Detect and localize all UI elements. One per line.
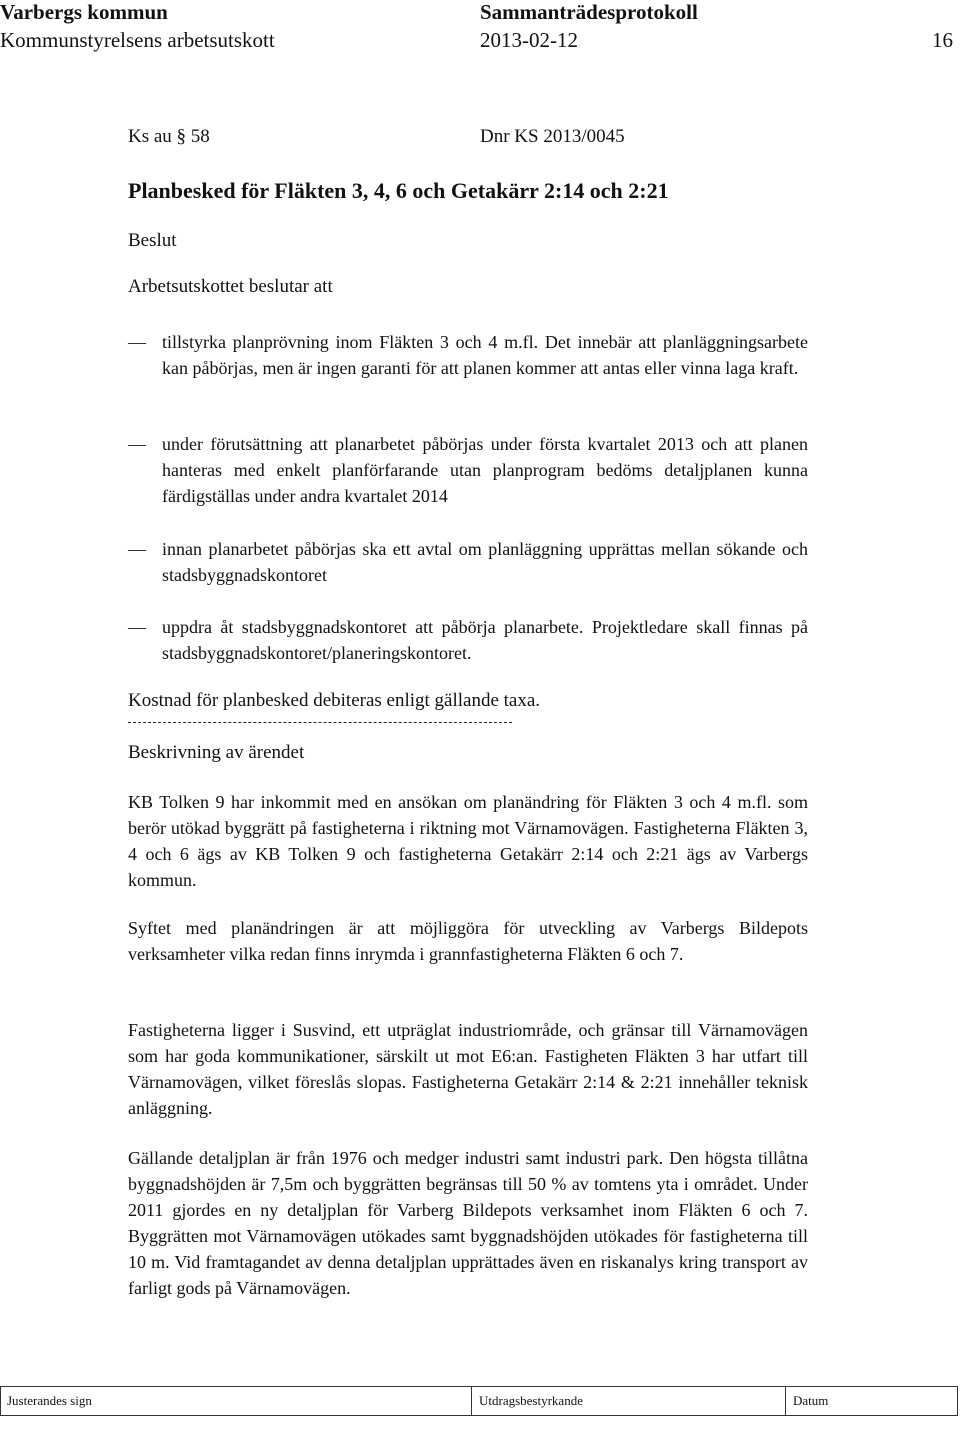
description-heading: Beskrivning av ärendet	[128, 742, 305, 763]
dash-bullet: —	[128, 539, 146, 559]
signature-footer	[0, 1386, 958, 1416]
footer-divider	[785, 1387, 786, 1415]
description-paragraph: Gällande detaljplan är från 1976 och medger industri samt industri park. Den högsta tillåtna byggnadshöjden är 7,5m och byggrätten begränsas till 50 % av tomtens yta i området. Under 2011 gjordes en ny detaljplan för Varberg Bildepots verksamhet inom Fläkten 6 och 7. Byggrätten mot Värnamovägen utökades samt byggnadshöjden utökades för fastigheterna till 10 m. Vid framtagandet av denna detaljplan upprättades även en riskanalys kring transport av farligt gods på Värnamovägen.	[128, 1148, 808, 1298]
decision-intro: Arbetsutskottet beslutar att	[128, 276, 333, 297]
paragraph-reference: Ks au § 58	[128, 126, 210, 147]
footer-certify-field: Utdragsbestyrkande	[479, 1393, 583, 1408]
dashed-separator	[128, 722, 512, 723]
case-title: Planbesked för Fläkten 3, 4, 6 och Getakärr 2:14 och 2:21	[128, 178, 669, 203]
decision-item	[128, 431, 808, 509]
decision-item	[128, 614, 808, 666]
description-paragraph: Fastigheterna ligger i Susvind, ett utpräglat industriområde, och gränsar till Värnamovägen som har goda kommunikationer, särskilt ut mot E6:an. Fastigheten Fläkten 3 har utfart till Värnamovägen, vilket föreslås slopas. Fastigheterna Getakärr 2:14 & 2:21 innehåller teknisk anläggning.	[128, 1020, 808, 1118]
dash-bullet: —	[128, 434, 146, 454]
cost-note: Kostnad för planbesked debiteras enligt gällande taxa.	[128, 690, 541, 711]
footer-sign-field: Justerandes sign	[7, 1393, 92, 1408]
organization-name: Varbergs kommun	[0, 0, 168, 24]
meeting-date: 2013-02-12	[480, 28, 578, 52]
dash-bullet: —	[128, 617, 146, 637]
page-number: 16	[932, 28, 953, 52]
decision-item-text: tillstyrka planprövning inom Fläkten 3 och 4 m.fl. Det innebär att planläggningsarbete kan påbörjas, men är ingen garanti för att planen kommer att antas eller vinna laga kraft.	[162, 332, 808, 378]
document-type: Sammanträdesprotokoll	[480, 0, 698, 24]
committee-name: Kommunstyrelsens arbetsutskott	[0, 28, 275, 52]
decision-item-text: innan planarbetet påbörjas ska ett avtal om planläggning upprättas mellan sökande och stadsbyggnadskontoret	[162, 539, 808, 585]
description-paragraph: KB Tolken 9 har inkommit med en ansökan om planändring för Fläkten 3 och 4 m.fl. som berör utökad byggrätt på fastigheterna i riktning mot Värnamovägen. Fastigheterna Fläkten 3, 4 och 6 ägs av KB Tolken 9 och fastigheterna Getakärr 2:14 och 2:21 ägs av Varbergs kommun.	[128, 792, 808, 890]
dash-bullet: —	[128, 332, 146, 352]
decision-item-text: under förutsättning att planarbetet påbörjas under första kvartalet 2013 och att planen hanteras med enkelt planförfarande utan planprogram bedöms detaljplanen kunna färdigställas under andra kvartalet 2014	[162, 434, 808, 506]
description-paragraph: Syftet med planändringen är att möjliggöra för utveckling av Varbergs Bildepots verksamheter vilka redan finns inrymda i grannfastigheterna Fläkten 6 och 7.	[128, 918, 808, 964]
diary-number: Dnr KS 2013/0045	[480, 126, 625, 147]
footer-divider	[471, 1387, 472, 1415]
decision-item	[128, 329, 808, 381]
decision-heading: Beslut	[128, 230, 177, 251]
decision-item-text: uppdra åt stadsbyggnadskontoret att påbörja planarbete. Projektledare skall finnas på stadsbyggnadskontoret/planeringskontoret.	[162, 617, 808, 663]
decision-item	[128, 536, 808, 588]
footer-date-field: Datum	[793, 1393, 829, 1408]
